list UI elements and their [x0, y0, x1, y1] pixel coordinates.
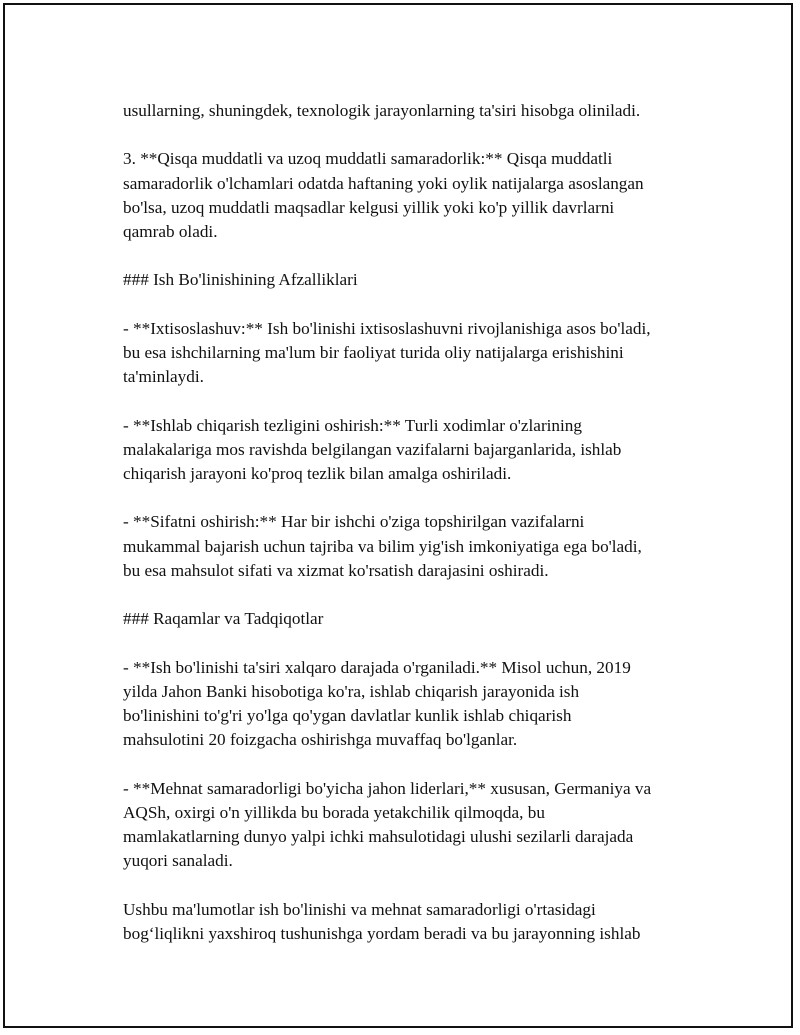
paragraph	[123, 510, 708, 583]
text-line: mukammal bajarish uchun tajriba va bilim yig'ish imkoniyatiga ega bo'ladi,	[123, 536, 642, 556]
text-line: mahsulotini 20 foizgacha oshirishga muvaffaq bo'lganlar.	[123, 730, 518, 750]
paragraph	[123, 317, 708, 390]
paragraph	[123, 898, 708, 946]
text-line: samaradorlik o'lchamlari odatda haftaning yoki oylik natijalarga asoslangan	[123, 173, 644, 193]
text-line: - **Sifatni oshirish:** Har bir ishchi o'ziga topshirilgan vazifalarni	[123, 512, 585, 532]
text-line: - **Ishlab chiqarish tezligini oshirish:** Turli xodimlar o'zlarining	[123, 415, 582, 435]
text-line: yuqori sanaladi.	[123, 851, 233, 871]
text-line: AQSh, oxirgi o'n yillikda bu borada yetakchilik qilmoqda, bu	[123, 802, 545, 822]
text-line: ### Raqamlar va Tadqiqotlar	[123, 609, 324, 629]
paragraph	[123, 414, 708, 487]
text-line: bog‘liqlikni yaxshiroq tushunishga yordam beradi va bu jarayonning ishlab	[123, 923, 641, 943]
paragraph	[123, 656, 708, 753]
text-line: - **Ixtisoslashuv:** Ish bo'linishi ixtisoslashuvni rivojlanishiga asos bo'ladi,	[123, 318, 651, 338]
page-frame	[3, 3, 793, 1028]
text-line: bo'lsa, uzoq muddatli maqsadlar kelgusi yillik yoki ko'p yillik davrlarni	[123, 197, 615, 217]
text-line: chiqarish jarayoni ko'proq tezlik bilan amalga oshiriladi.	[123, 463, 512, 483]
paragraph	[123, 147, 708, 244]
text-line: usullarning, shuningdek, texnologik jarayonlarning ta'siri hisobga oliniladi.	[123, 101, 641, 120]
text-line: Ushbu ma'lumotlar ish bo'linishi va mehnat samaradorligi o'rtasidagi	[123, 899, 596, 919]
paragraph	[123, 777, 708, 874]
text-line: - **Mehnat samaradorligi bo'yicha jahon liderlari,** xususan, Germaniya va	[123, 778, 652, 798]
text-line: malakalariga mos ravishda belgilangan vazifalarni bajarganlarida, ishlab	[123, 439, 622, 459]
text-line: ### Ish Bo'linishining Afzalliklari	[123, 270, 358, 290]
text-line: bo'linishini to'g'ri yo'lga qo'ygan davlatlar kunlik ishlab chiqarish	[123, 705, 572, 725]
section-heading	[123, 607, 708, 631]
text-line: - **Ish bo'linishi ta'siri xalqaro darajada o'rganiladi.** Misol uchun, 2019	[123, 657, 631, 677]
text-line: mamlakatlarning dunyo yalpi ichki mahsulotidagi ulushi sezilarli darajada	[123, 826, 634, 846]
text-line: bu esa ishchilarning ma'lum bir faoliyat turida oliy natijalarga erishishini	[123, 342, 624, 362]
text-line: 3. **Qisqa muddatli va uzoq muddatli samaradorlik:** Qisqa muddatli	[123, 149, 613, 169]
text-line: qamrab oladi.	[123, 222, 218, 241]
paragraph	[123, 99, 708, 123]
section-heading	[123, 268, 708, 292]
text-line: ta'minlaydi.	[123, 367, 204, 387]
text-line: bu esa mahsulot sifati va xizmat ko'rsatish darajasini oshiradi.	[123, 560, 549, 580]
text-line: yilda Jahon Banki hisobotiga ko'ra, ishlab chiqarish jarayonida ish	[123, 681, 580, 701]
document-body	[123, 99, 708, 970]
